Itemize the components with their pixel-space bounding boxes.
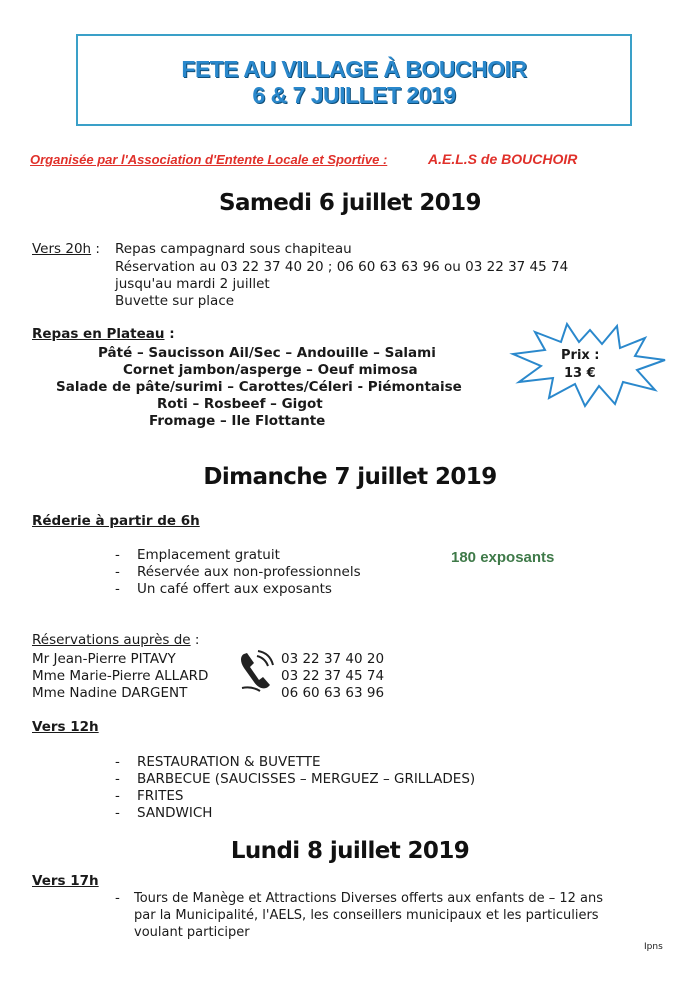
title-line-1: FETE AU VILLAGE À BOUCHOIR <box>181 56 527 82</box>
menu-item: Cornet jambon/asperge – Oeuf mimosa <box>123 362 418 378</box>
exhibitors-count: 180 exposants <box>451 549 555 566</box>
noon-item: FRITES <box>137 788 184 804</box>
bullet-dash: - <box>115 754 120 770</box>
contact-name: Mr Jean-Pierre PITAVY <box>32 651 176 667</box>
organizer-label: Organisée par l'Association d'Entente Locale et Sportive : <box>30 152 388 167</box>
flea-market-label: Réderie à partir de 6h <box>32 513 200 529</box>
saturday-time <box>32 241 100 258</box>
menu-item: Pâté – Saucisson Ail/Sec – Andouille – Salami <box>98 345 436 361</box>
title-box <box>76 34 632 126</box>
menu-label: Repas en Plateau <box>32 326 165 342</box>
saturday-line-4: Buvette sur place <box>115 293 235 309</box>
contact-phone: 03 22 37 45 74 <box>281 668 385 684</box>
price-label: Prix : <box>561 348 600 363</box>
contact-name: Mme Nadine DARGENT <box>32 685 188 701</box>
monday-text-line: voulant participer <box>134 925 250 940</box>
contact-phone: 03 22 37 40 20 <box>281 651 385 667</box>
organizer-name: A.E.L.S de BOUCHOIR <box>428 151 578 167</box>
noon-item: SANDWICH <box>137 805 213 821</box>
contact-name: Mme Marie-Pierre ALLARD <box>32 668 209 684</box>
price-starburst-icon <box>505 320 675 408</box>
footer-mark: Ipns <box>644 942 663 952</box>
price-value: 13 € <box>564 366 596 381</box>
reservations-label: Réservations auprès de <box>32 632 191 648</box>
menu-item: Fromage – Ile Flottante <box>149 413 326 429</box>
menu-item: Salade de pâte/surimi – Carottes/Céleri - Piémontaise <box>56 379 462 395</box>
bullet-dash: - <box>115 788 120 804</box>
saturday-line-2: Réservation au 03 22 37 40 20 ; 06 60 63 63 96 ou 03 22 37 45 74 <box>115 259 569 275</box>
reservations-suffix: : <box>190 632 200 648</box>
saturday-heading: Samedi 6 juillet 2019 <box>219 190 481 216</box>
menu-item: Roti – Rosbeef – Gigot <box>157 396 323 412</box>
bullet-dash: - <box>115 547 120 563</box>
contact-phone: 06 60 63 63 96 <box>281 685 385 701</box>
sunday-heading: Dimanche 7 juillet 2019 <box>203 464 497 490</box>
monday-heading: Lundi 8 juillet 2019 <box>230 838 470 864</box>
saturday-time-label: Vers 20h <box>32 241 92 257</box>
flea-item: Réservée aux non-professionnels <box>137 564 361 580</box>
title-line-2: 6 & 7 JUILLET 2019 <box>252 82 456 108</box>
bullet-dash: - <box>115 771 120 787</box>
monday-time-label: Vers 17h <box>32 873 99 889</box>
noon-item: BARBECUE (SAUCISSES – MERGUEZ – GRILLADES) <box>137 771 476 787</box>
menu-heading <box>32 326 175 343</box>
flea-item: Un café offert aux exposants <box>137 581 332 597</box>
bullet-dash: - <box>115 581 120 597</box>
bullet-dash: - <box>115 890 120 906</box>
saturday-line-3: jusqu'au mardi 2 juillet <box>115 276 270 292</box>
flea-item: Emplacement gratuit <box>137 547 280 563</box>
menu-suffix: : <box>164 326 175 342</box>
phone-icon <box>238 650 274 692</box>
saturday-line-1: Repas campagnard sous chapiteau <box>115 241 352 257</box>
noon-item: RESTAURATION & BUVETTE <box>137 754 321 770</box>
reservations-heading <box>32 632 199 649</box>
noon-label: Vers 12h <box>32 719 99 735</box>
monday-text-line: Tours de Manège et Attractions Diverses offerts aux enfants de – 12 ans <box>134 891 604 906</box>
saturday-time-suffix: : <box>91 241 100 257</box>
bullet-dash: - <box>115 805 120 821</box>
monday-text-line: par la Municipalité, l'AELS, les conseillers municipaux et les particuliers <box>134 908 599 923</box>
bullet-dash: - <box>115 564 120 580</box>
